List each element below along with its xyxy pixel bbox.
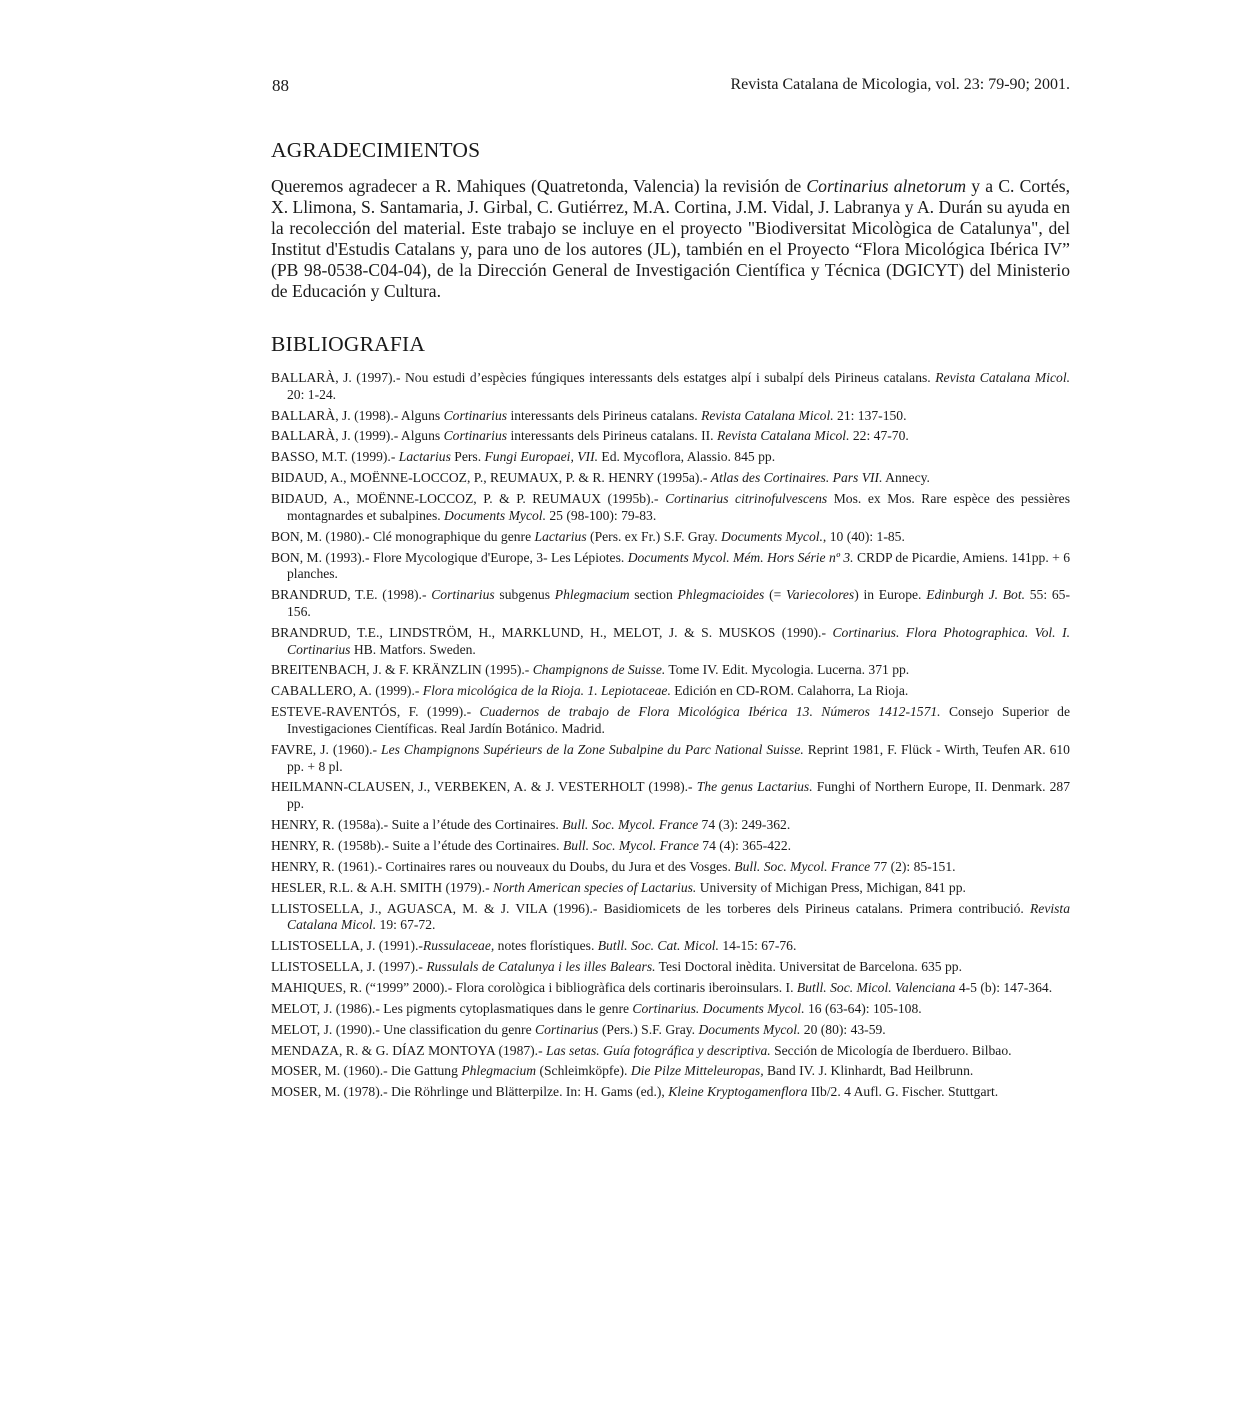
reference-text: Reprint 1981, F. Flück - Wirth, Teufen AR. 610 pp. + 8 pl.: [287, 741, 1070, 774]
reference-entry: [271, 859, 1070, 876]
reference-text: LLISTOSELLA, J., AGUASCA, M. & J. VILA (1996).- Basidiomicets de les torberes dels Pirineus catalans. Primera contribució.: [271, 900, 1030, 916]
reference-entry: [271, 938, 1070, 955]
reference-text: BRANDRUD, T.E., LINDSTRÖM, H., MARKLUND, H., MELOT, J. & S. MUSKOS (1990).-: [271, 624, 833, 640]
reference-text: BRANDRUD, T.E. (1998).-: [271, 587, 432, 603]
ack-text-1: Queremos agradecer a R. Mahiques (Quatretonda, Valencia) la revisión de: [271, 176, 807, 196]
reference-text: HESLER, R.L. & A.H. SMITH (1979).-: [271, 879, 494, 895]
reference-text: Band IV. J. Klinhardt, Bad Heilbrunn.: [763, 1063, 974, 1079]
reference-text: FAVRE, J. (1960).-: [271, 741, 382, 757]
reference-text: Pers.: [450, 449, 485, 465]
reference-italic-text: Cuadernos de trabajo de Flora Micológica Ibérica 13. Números 1412-1571.: [479, 704, 941, 720]
reference-entry: [271, 587, 1070, 620]
reference-italic-text: Documents Mycol.: [721, 528, 823, 544]
ack-species: Cortinarius alnetorum: [806, 176, 967, 196]
reference-text: Edición en CD-ROM. Calahorra, La Rioja.: [670, 683, 909, 699]
reference-text: MELOT, J. (1990).- Une classification du genre: [271, 1021, 535, 1037]
reference-entry: [271, 470, 1070, 487]
reference-entry: [271, 742, 1070, 775]
reference-italic-text: Bull. Soc. Mycol. France: [734, 858, 871, 874]
reference-entry: [271, 1084, 1070, 1101]
reference-italic-text: The genus Lactarius.: [696, 779, 813, 795]
reference-text: MENDAZA, R. & G. DÍAZ MONTOYA (1987).-: [271, 1042, 547, 1058]
reference-text: (Schleimköpfe).: [536, 1063, 631, 1079]
reference-text: 25 (98-100): 79-83.: [545, 507, 657, 523]
reference-text: BON, M. (1980).- Clé monographique du genre: [271, 528, 535, 544]
reference-italic-text: Cortinarius. Flora Photographica. Vol. I. Cortinarius: [287, 624, 1070, 657]
reference-italic-text: Documents Mycol. Mém. Hors Série nº 3.: [627, 549, 854, 565]
reference-text: subgenus: [494, 587, 555, 603]
reference-text: ) in Europe.: [854, 587, 927, 603]
reference-italic-text: Butll. Soc. Cat. Micol.: [597, 938, 719, 954]
reference-entry: [271, 838, 1070, 855]
reference-italic-text: Revista Catalana Micol.: [935, 370, 1070, 385]
reference-text: Tome IV. Edit. Mycologia. Lucerna. 371 pp.: [665, 662, 910, 678]
reference-italic-text: Revista Catalana Micol.: [287, 900, 1070, 933]
reference-entry: [271, 449, 1070, 466]
reference-entry: [271, 901, 1070, 934]
reference-text: HENRY, R. (1961).- Cortinaires rares ou nouveaux du Doubs, du Jura et des Vosges.: [271, 858, 735, 874]
ack-text-2: y a C. Cortés, X. Llimona, S. Santamaria, J. Girbal, C. Gutiérrez, M.A. Cortina, J.M. Vidal, J. Labranya y A. Durán su ayuda en la recolección del material. Este trabajo se incluye en el proyecto "Biodiversitat Micològica de Catalunya", del Institut d'Estudis Catalans y, para uno de los autores (JL), también en el Proyecto “Flora Micológica Ibérica IV” (PB 98-0538-C04-04), de la Dirección General de Investigación Científica y Técnica (DGICYT) del Ministerio de Educación y Cultura.: [271, 176, 1070, 301]
reference-text: MELOT, J. (1986).- Les pigments cytoplasmatiques dans le genre: [271, 1000, 633, 1016]
reference-entry: [271, 1001, 1070, 1018]
reference-italic-text: Champignons de Suisse.: [532, 662, 666, 678]
reference-italic-text: Atlas des Cortinaires. Pars VII.: [710, 470, 883, 486]
reference-text: BALLARÀ, J. (1998).- Alguns: [271, 407, 444, 423]
reference-text: 14-15: 67-76.: [718, 938, 797, 954]
reference-text: 77 (2): 85-151.: [870, 858, 956, 874]
reference-text: LLISTOSELLA, J. (1997).-: [271, 959, 427, 975]
reference-text: CRDP de Picardie, Amiens. 141pp. + 6 planches.: [287, 549, 1070, 582]
reference-entry: [271, 779, 1070, 812]
reference-italic-text: Documents Mycol.: [444, 507, 546, 523]
reference-text: BALLARÀ, J. (1999).- Alguns: [271, 428, 444, 444]
reference-text: , 10 (40): 1-85.: [822, 528, 905, 544]
reference-entry: [271, 1063, 1070, 1080]
reference-entry: [271, 428, 1070, 445]
reference-italic-text: Kleine Kryptogamenflora: [668, 1084, 808, 1100]
reference-italic-text: Die Pilze Mitteleuropas,: [630, 1063, 764, 1079]
running-header: [272, 76, 1070, 100]
reference-italic-text: Lactarius: [398, 449, 451, 465]
reference-text: MOSER, M. (1960).- Die Gattung: [271, 1063, 462, 1079]
reference-italic-text: Russulals de Catalunya i les illes Balears.: [426, 959, 656, 975]
reference-entry: [271, 550, 1070, 583]
reference-entry: [271, 529, 1070, 546]
reference-text: LLISTOSELLA, J. (1991).-: [271, 938, 423, 954]
reference-text: Consejo Superior de Investigaciones Científicas. Real Jardín Botánico. Madrid.: [287, 704, 1071, 736]
reference-text: 16 (63-64): 105-108.: [804, 1000, 922, 1016]
reference-text: BIDAUD, A., MOËNNE-LOCCOZ, P. & P. REUMAUX (1995b).-: [271, 491, 666, 507]
reference-text: BASSO, M.T. (1999).-: [271, 449, 399, 465]
reference-text: (Pers.) S.F. Gray.: [598, 1021, 699, 1037]
reference-list: [271, 370, 1070, 1105]
reference-italic-text: Documents Mycol.: [698, 1021, 801, 1037]
reference-text: Ed. Mycoflora, Alassio. 845 pp.: [598, 449, 776, 465]
reference-text: ESTEVE-RAVENTÓS, F. (1999).-: [271, 704, 480, 720]
reference-text: 22: 47-70.: [849, 428, 909, 444]
reference-text: Sección de Micología de Iberduero. Bilbao.: [770, 1042, 1012, 1058]
reference-italic-text: Butll. Soc. Micol. Valenciana: [796, 979, 956, 995]
reference-text: (Pers. ex Fr.) S.F. Gray.: [586, 528, 721, 544]
reference-entry: [271, 1022, 1070, 1039]
journal-citation: Revista Catalana de Micologia, vol. 23: 79-90; 2001.: [730, 76, 1070, 93]
reference-text: interessants dels Pirineus catalans.: [507, 407, 702, 423]
reference-italic-text: Cortinarius: [443, 428, 508, 444]
reference-italic-text: Las setas. Guía fotográfica y descriptiva.: [546, 1042, 771, 1058]
reference-entry: [271, 1043, 1070, 1060]
reference-entry: [271, 408, 1070, 425]
reference-text: 20 (80): 43-59.: [800, 1021, 886, 1037]
reference-entry: [271, 980, 1070, 997]
reference-italic-text: Phlegmacium: [461, 1063, 537, 1079]
reference-italic-text: Revista Catalana Micol.: [701, 407, 834, 423]
reference-entry: [271, 880, 1070, 897]
reference-text: IIb/2. 4 Aufl. G. Fischer. Stuttgart.: [807, 1084, 999, 1100]
reference-text: 74 (4): 365-422.: [698, 837, 792, 853]
reference-text: BIDAUD, A., MOËNNE-LOCCOZ, P., REUMAUX, P. & R. HENRY (1995a).-: [271, 470, 711, 486]
page-number: 88: [272, 76, 289, 95]
reference-entry: [271, 704, 1070, 737]
reference-text: 74 (3): 249-362.: [698, 816, 791, 832]
reference-text: HENRY, R. (1958a).- Suite a l’étude des Cortinaires.: [271, 816, 563, 832]
reference-text: Mos. ex Mos. Rare espèce des pessières montagnardes et subalpines.: [287, 491, 1071, 523]
reference-text: 55: 65-156.: [287, 587, 1070, 619]
reference-italic-text: Variecolores: [786, 587, 855, 603]
reference-italic-text: Fungi Europaei, VII.: [484, 449, 599, 465]
reference-text: notes florístiques.: [494, 938, 598, 954]
reference-italic-text: Revista Catalana Micol.: [716, 428, 850, 444]
reference-italic-text: Les Champignons Supérieurs de la Zone Subalpine du Parc National Suisse.: [381, 741, 804, 757]
reference-text: 19: 67-72.: [376, 917, 436, 933]
reference-italic-text: Cortinarius. Documents Mycol.: [632, 1000, 805, 1016]
reference-italic-text: North American species of Lactarius.: [493, 879, 697, 895]
reference-italic-text: Cortinarius: [443, 407, 508, 423]
reference-italic-text: Cortinarius citrinofulvescens: [665, 491, 828, 507]
reference-italic-text: Bull. Soc. Mycol. France: [562, 816, 699, 832]
reference-entry: [271, 959, 1070, 976]
reference-text: University of Michigan Press, Michigan, 841 pp.: [696, 879, 966, 895]
reference-entry: [271, 662, 1070, 679]
reference-entry: [271, 817, 1070, 834]
reference-entry: [271, 370, 1070, 403]
reference-italic-text: Flora micológica de la Rioja. 1. Lepiotaceae.: [422, 683, 671, 699]
reference-text: CABALLERO, A. (1999).-: [271, 683, 423, 699]
reference-entry: [271, 625, 1070, 658]
reference-text: BREITENBACH, J. & F. KRÄNZLIN (1995).-: [271, 662, 533, 678]
reference-text: HENRY, R. (1958b).- Suite a l’étude des Cortinaires.: [271, 837, 563, 853]
reference-italic-text: Russulaceae,: [422, 938, 495, 954]
reference-text: MAHIQUES, R. (“1999” 2000).- Flora corològica i bibliogràfica dels cortinaris iberoinsulars. I.: [271, 979, 797, 995]
reference-text: 4-5 (b): 147-364.: [955, 979, 1053, 995]
reference-text: MOSER, M. (1978).- Die Röhrlinge und Blätterpilze. In: H. Gams (ed.),: [271, 1084, 669, 1100]
reference-text: HEILMANN-CLAUSEN, J., VERBEKEN, A. & J. VESTERHOLT (1998).-: [271, 779, 697, 795]
reference-italic-text: Cortinarius: [535, 1021, 599, 1037]
reference-text: HB. Matfors. Sweden.: [350, 641, 476, 657]
reference-text: Funghi of Northern Europe, II. Denmark. 287 pp.: [287, 779, 1070, 812]
reference-italic-text: Bull. Soc. Mycol. France: [562, 837, 699, 853]
reference-text: Annecy.: [882, 470, 930, 486]
reference-italic-text: Phlegmacioides: [677, 587, 765, 603]
reference-italic-text: Edinburgh J. Bot.: [926, 587, 1026, 603]
reference-text: 20: 1-24.: [287, 386, 337, 402]
reference-text: Tesi Doctoral inèdita. Universitat de Barcelona. 635 pp.: [655, 959, 962, 975]
reference-entry: [271, 683, 1070, 700]
acknowledgements-paragraph: [271, 176, 1070, 301]
reference-text: 21: 137-150.: [833, 407, 907, 423]
reference-italic-text: Cortinarius: [431, 587, 495, 603]
bibliography-heading: BIBLIOGRAFIA: [271, 332, 426, 356]
reference-text: BALLARÀ, J. (1997).- Nou estudi d’espècies fúngiques interessants dels estatges alpí i subalpí dels Pirineus catalans.: [271, 370, 936, 385]
reference-text: interessants dels Pirineus catalans. II.: [507, 428, 717, 444]
reference-text: BON, M. (1993).- Flore Mycologique d'Europe, 3- Les Lépiotes.: [271, 549, 628, 565]
reference-text: section: [629, 587, 678, 603]
reference-text: (=: [764, 587, 786, 603]
reference-italic-text: Phlegmacium: [554, 587, 630, 603]
acknowledgements-heading: AGRADECIMIENTOS: [271, 138, 481, 162]
reference-entry: [271, 491, 1070, 524]
reference-italic-text: Lactarius: [534, 528, 587, 544]
